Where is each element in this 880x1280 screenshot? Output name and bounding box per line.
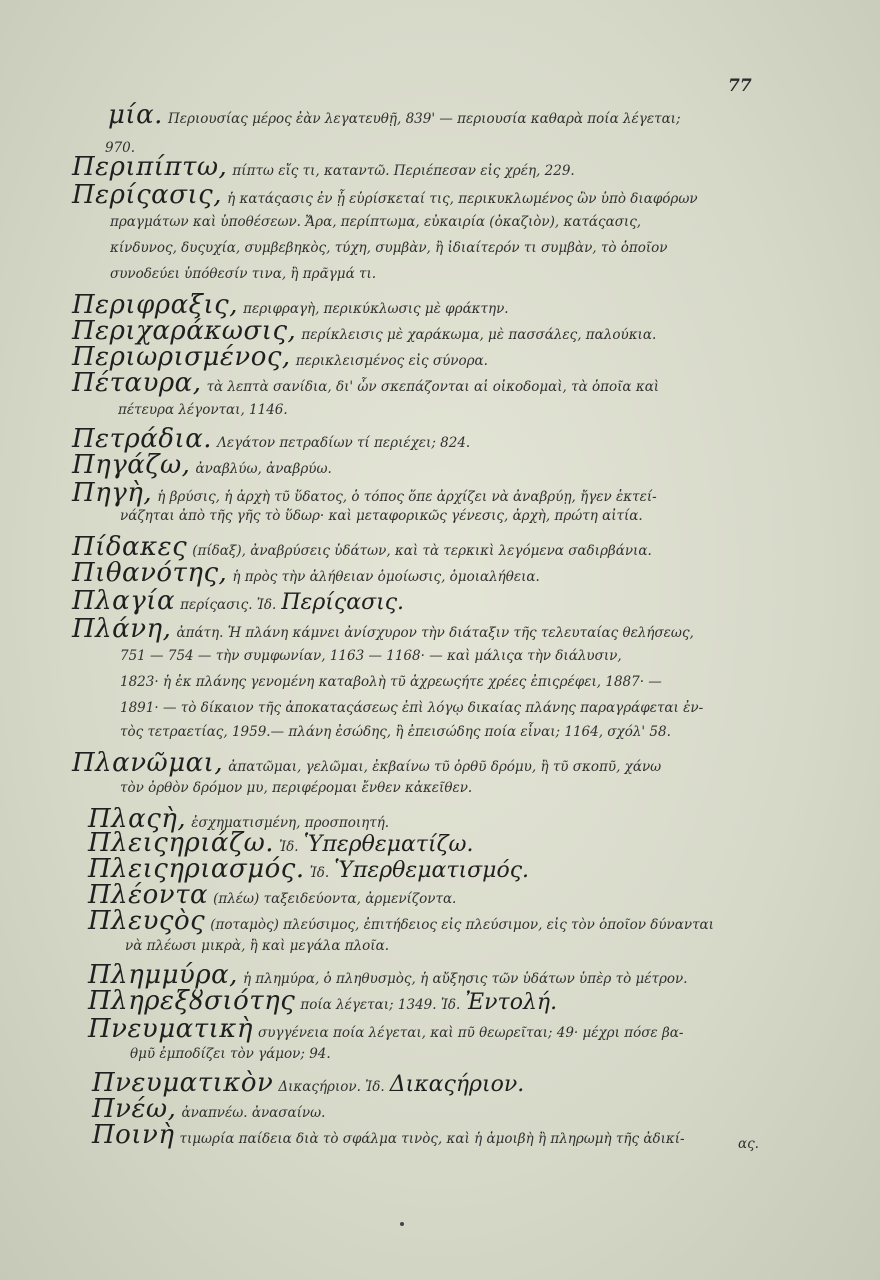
- entry-definition: (ποταμὸς) πλεύσιμος, ἐπιτήδειος εἰς πλεύσιμον, εἰς τὸν ὁποῖον δύνανται: [210, 917, 714, 933]
- entry-definition: ἡ πλημύρα, ὁ πληθυσμὸς, ἡ αὔξησις τῶν ὑδάτων ὑπὲρ τὸ μέτρον.: [243, 971, 688, 987]
- entry-continuation: τὸς τετραετίας, 1959.— πλάνη ἐσώδης, ἢ ἐπεισώδης ποία εἶναι; 1164, σχόλ' 58.: [120, 724, 671, 740]
- entry-definition: περικλεισμένος εἰς σύνορα.: [295, 353, 488, 369]
- entry-continuation: 1823· ἡ ἐκ πλάνης γενομένη καταβολὴ τῦ ἀχρεωςήτε χρέες ἐπιςρέφει, 1887· —: [120, 674, 662, 690]
- entry-definition: Ἰδ.: [309, 865, 330, 881]
- entry-headword: Περιχαράκωσις,: [72, 316, 297, 346]
- entry-cross-reference: Ὑπερθεματισμός.: [334, 858, 530, 883]
- entry-definition: τὰ λεπτὰ σανίδια, δι' ὧν σκεπάζονται αἱ οἰκοδομαὶ, τὰ ὁποῖα καὶ: [206, 379, 660, 395]
- entry-definition: ποία λέγεται; 1349. Ἰδ.: [300, 997, 461, 1013]
- entry-headword: Πλειςηριασμός.: [88, 854, 305, 884]
- entry-definition: ἡ κατάςασις ἐν ᾗ εὑρίσκεταί τις, περικυκλωμένος ὢν ὑπὸ διαφόρων: [227, 191, 698, 207]
- entry-headword: Πλαγία: [72, 586, 176, 616]
- entry-headword: Περιωρισμένος,: [72, 342, 291, 372]
- entry-cross-reference: Ὑπερθεματίζω.: [303, 832, 474, 857]
- entry-headword: Πλευςὸς: [88, 906, 206, 936]
- entry-headword: Πηγάζω,: [72, 450, 191, 480]
- entry-continuation: τὸν ὀρθὸν δρόμον μυ, περιφέρομαι ἔνθεν κἀκεῖθεν.: [120, 780, 473, 796]
- entry-definition: περίςασις. Ἰδ.: [180, 597, 277, 613]
- entry-headword: Πνευματικὸν: [92, 1068, 274, 1098]
- entry-headword: Πλημμύρα,: [88, 960, 238, 990]
- entry-headword: Πηγὴ,: [72, 478, 153, 508]
- entry-headword: Πνέω,: [92, 1094, 177, 1124]
- entry-continuation: ας.: [738, 1136, 759, 1152]
- dictionary-entry: [72, 368, 772, 398]
- dictionary-entry: [72, 152, 772, 182]
- entry-definition: ἀναπνέω. ἀνασαίνω.: [181, 1105, 326, 1121]
- entry-continuation: κίνδυνος, δυςυχία, συμβεβηκὸς, τύχη, συμβὰν, ἢ ἰδιαίτερόν τι συμβὰν, τὸ ὁποῖον: [110, 240, 668, 256]
- paper-speck: [400, 1222, 404, 1226]
- entry-continuation: 1891· — τὸ δίκαιον τῆς ἀποκαταςάσεως ἐπὶ λόγῳ δικαίας πλάνης παραγράφεται ἐν-: [120, 700, 704, 716]
- entry-definition: συγγένεια ποία λέγεται, καὶ πῦ θεωρεῖται; 49· μέχρι πόσε βα-: [258, 1025, 684, 1041]
- entry-definition: ἀπάτη. Ἡ πλάνη κάμνει ἀνίσχυρον τὴν διάταξιν τῆς τελευταίας θελήσεως,: [176, 625, 694, 641]
- entry-cross-reference: Δικαςήριον.: [389, 1072, 525, 1097]
- entry-continuation: νὰ πλέωσι μικρὰ, ἢ καὶ μεγάλα πλοῖα.: [125, 938, 390, 954]
- entry-headword: Πλάνη,: [72, 614, 172, 644]
- entry-continuation: 751 — 754 — τὴν συμφωνίαν, 1163 — 1168· — καὶ μάλιςα τὴν διάλυσιν,: [120, 648, 622, 664]
- dictionary-entry: [72, 450, 772, 480]
- entry-headword: Περίςασις,: [72, 180, 222, 210]
- entry-definition: (πλέω) ταξειδεύοντα, ἀρμενίζοντα.: [213, 891, 457, 907]
- entry-headword: Πληρεξȣσιότης: [88, 986, 296, 1016]
- entry-definition: ἡ βρύσις, ἡ ἀρχὴ τῦ ὕδατος, ὁ τόπος ὅπε ἀρχίζει νὰ ἀναβρύῃ, ἤγεν ἐκτεί-: [157, 489, 657, 505]
- entry-headword: Πλαςὴ,: [88, 804, 187, 834]
- entry-definition: Ἰδ.: [279, 839, 299, 855]
- dictionary-entry: [88, 986, 788, 1016]
- entry-headword: Πίδακες: [72, 532, 188, 562]
- entry-definition: Περιουσίας μέρος ἐὰν λεγατευθῇ, 839' — περιουσία καθαρὰ ποία λέγεται;: [168, 111, 681, 127]
- entry-definition: ἐσχηματισμένη, προσποιητή.: [191, 815, 390, 831]
- entry-headword: Πετράδια.: [72, 424, 213, 454]
- dictionary-entry: [88, 1014, 788, 1044]
- dictionary-entry: [72, 478, 772, 508]
- entry-cross-reference: Ἐντολή.: [465, 990, 558, 1015]
- entry-cross-reference: Περίςασις.: [281, 590, 405, 615]
- entry-definition: τιμωρία παίδεια διὰ τὸ σφάλμα τινὸς, καὶ ἡ ἀμοιβὴ ἢ πληρωμὴ τῆς ἀδικί-: [179, 1131, 685, 1147]
- entry-definition: Λεγάτον πετραδίων τί περιέχει; 824.: [217, 435, 471, 451]
- entry-headword: Περιπίπτω,: [72, 152, 228, 182]
- dictionary-entry: [72, 586, 772, 616]
- entry-headword: Πλέοντα: [88, 880, 209, 910]
- entry-definition: ἀπατῶμαι, γελῶμαι, ἐκβαίνω τῦ ὀρθῦ δρόμυ, ἢ τῦ σκοπῦ, χάνω: [228, 759, 662, 775]
- entry-headword: Πιθανότης,: [72, 558, 228, 588]
- entry-headword: Πλειςηριάζω.: [88, 828, 275, 858]
- dictionary-entry: [88, 906, 788, 936]
- dictionary-entry: [72, 614, 772, 644]
- entry-headword: Πλανῶμαι,: [72, 748, 224, 778]
- entry-definition: ἡ πρὸς τὴν ἀλήθειαν ὁμοίωσις, ὁμοιαλήθεια.: [232, 569, 540, 585]
- dictionary-entry: [92, 1120, 792, 1150]
- entry-continuation: πραγμάτων καὶ ὑποθέσεων. Ἄρα, περίπτωμα, εὐκαιρία (ὀκαζιὸν), κατάςασις,: [110, 214, 642, 230]
- entry-continuation: συνοδεύει ὑπόθεσίν τινα, ἢ πρᾶγμά τι.: [110, 266, 377, 282]
- entry-definition: Δικαςήριον. Ἰδ.: [278, 1079, 385, 1095]
- entry-headword: Περιφραξις,: [72, 290, 238, 320]
- dictionary-entry: [72, 180, 772, 210]
- entry-headword: Πέταυρα,: [72, 368, 202, 398]
- entry-definition: περίκλεισις μὲ χαράκωμα, μὲ πασσάλες, παλούκια.: [301, 327, 657, 343]
- entry-definition: πίπτω εἴς τι, καταντῶ. Περιέπεσαν εἰς χρέη, 229.: [232, 163, 575, 179]
- dictionary-entry: [72, 748, 772, 778]
- entry-headword: μία.: [108, 100, 163, 130]
- dictionary-entry: [108, 100, 808, 130]
- entry-headword: Ποινὴ: [92, 1120, 175, 1150]
- entry-continuation: θμῦ ἐμποδίζει τὸν γάμον; 94.: [130, 1046, 331, 1062]
- entry-definition: περιφραγὴ, περικύκλωσις μὲ φράκτην.: [243, 301, 509, 317]
- page-number: 77: [728, 76, 752, 96]
- entry-continuation: νάζηται ἀπὸ τῆς γῆς τὸ ὕδωρ· καὶ μεταφορικῶς γένεσις, ἀρχὴ, πρώτη αἰτία.: [120, 508, 643, 524]
- dictionary-entry: [72, 558, 772, 588]
- entry-continuation: 970.: [105, 140, 136, 156]
- entry-definition: ἀναβλύω, ἀναβρύω.: [195, 461, 332, 477]
- entry-continuation: πέτευρα λέγονται, 1146.: [118, 402, 288, 418]
- entry-definition: (πίδαξ), ἀναβρύσεις ὑδάτων, καὶ τὰ τερκικὶ λεγόμενα σαδιρβάνια.: [192, 543, 652, 559]
- entry-headword: Πνευματικὴ: [88, 1014, 253, 1044]
